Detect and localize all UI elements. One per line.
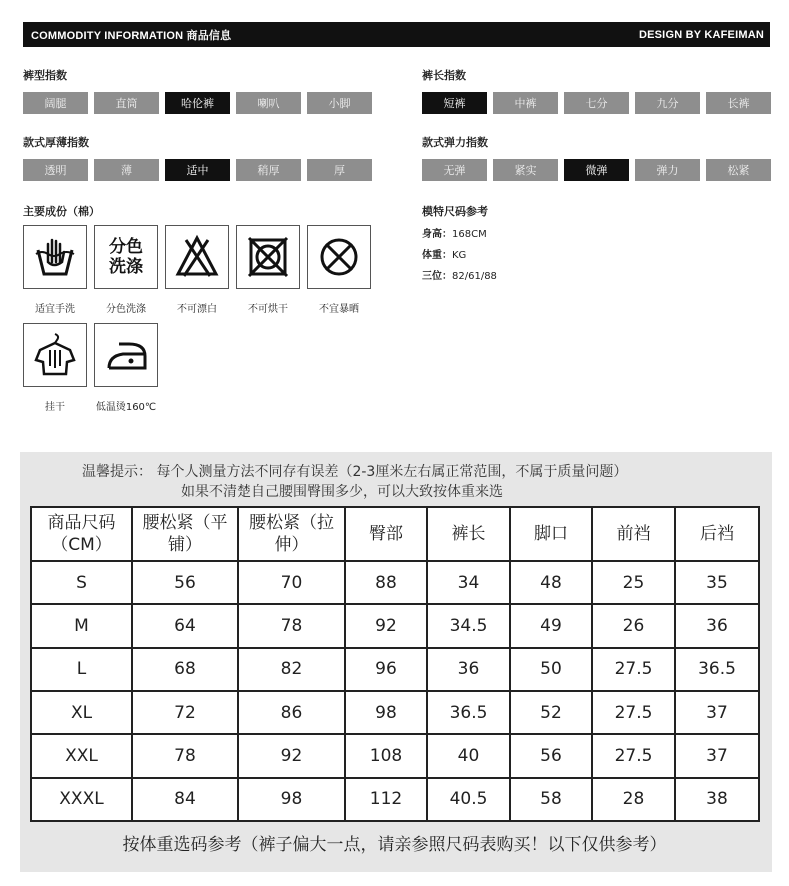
low-iron-icon bbox=[94, 323, 158, 387]
table-cell: 88 bbox=[345, 561, 427, 604]
size-table-header-7: 后裆 bbox=[675, 507, 759, 561]
option-fit-index-0: 阔腿 bbox=[23, 92, 88, 114]
option-thickness-index-2: 适中 bbox=[165, 159, 230, 181]
table-cell: S bbox=[31, 561, 132, 604]
table-cell: 82 bbox=[238, 648, 345, 691]
option-fit-index-4: 小脚 bbox=[307, 92, 372, 114]
option-stretch-index-4: 松紧 bbox=[706, 159, 771, 181]
option-stretch-index-3: 弹力 bbox=[635, 159, 700, 181]
option-fit-index-2: 哈伦裤 bbox=[165, 92, 230, 114]
option-length-index-4: 长裤 bbox=[706, 92, 771, 114]
table-cell: 37 bbox=[675, 734, 759, 777]
no-bleach-label: 不可漂白 bbox=[177, 304, 217, 315]
option-stretch-index-2: 微弹 bbox=[564, 159, 629, 181]
table-cell: 50 bbox=[510, 648, 592, 691]
table-cell: 36 bbox=[675, 604, 759, 647]
stretch-index-title: 款式弹力指数 bbox=[422, 136, 488, 149]
model-title: 模特尺码参考 bbox=[422, 205, 488, 218]
table-cell: 56 bbox=[132, 561, 238, 604]
table-cell: 38 bbox=[675, 778, 759, 821]
size-table-header-4: 裤长 bbox=[427, 507, 510, 561]
table-cell: 78 bbox=[132, 734, 238, 777]
table-cell: 28 bbox=[592, 778, 675, 821]
hand-wash-label: 适宜手洗 bbox=[35, 304, 75, 315]
table-cell: 86 bbox=[238, 691, 345, 734]
fit-index-options bbox=[23, 92, 372, 114]
table-row bbox=[31, 604, 759, 647]
header-title: COMMODITY INFORMATION 商品信息 bbox=[31, 29, 232, 42]
table-cell: 92 bbox=[345, 604, 427, 647]
table-cell: 92 bbox=[238, 734, 345, 777]
table-row bbox=[31, 691, 759, 734]
hand-wash-icon bbox=[23, 225, 87, 289]
table-cell: 108 bbox=[345, 734, 427, 777]
option-thickness-index-3: 稍厚 bbox=[236, 159, 301, 181]
tip-line-2: 如果不清楚自己腰围臀围多少，可以大致按体重来选 bbox=[181, 484, 503, 500]
table-cell: 27.5 bbox=[592, 648, 675, 691]
option-length-index-0: 短裤 bbox=[422, 92, 487, 114]
model-height: 身高：168CM bbox=[422, 229, 487, 240]
size-table-header-0: 商品尺码（CM） bbox=[31, 507, 132, 561]
table-cell: XXXL bbox=[31, 778, 132, 821]
no-tumble-dry-icon bbox=[236, 225, 300, 289]
no-tumble-dry-label: 不可烘干 bbox=[248, 304, 288, 315]
fit-index-title: 裤型指数 bbox=[23, 69, 67, 82]
table-row bbox=[31, 734, 759, 777]
table-row bbox=[31, 778, 759, 821]
composition-title: 主要成份（棉） bbox=[23, 205, 100, 218]
table-cell: 49 bbox=[510, 604, 592, 647]
option-thickness-index-1: 薄 bbox=[94, 159, 159, 181]
table-cell: 48 bbox=[510, 561, 592, 604]
table-row bbox=[31, 648, 759, 691]
table-cell: 56 bbox=[510, 734, 592, 777]
table-cell: 36.5 bbox=[675, 648, 759, 691]
table-cell: 98 bbox=[238, 778, 345, 821]
separate-wash-icon: 分色 洗涤 bbox=[94, 225, 158, 289]
table-row bbox=[31, 561, 759, 604]
option-length-index-3: 九分 bbox=[635, 92, 700, 114]
table-cell: 64 bbox=[132, 604, 238, 647]
care-icons-row-2 bbox=[23, 323, 158, 387]
table-cell: XXL bbox=[31, 734, 132, 777]
table-cell: 26 bbox=[592, 604, 675, 647]
hang-dry-label: 挂干 bbox=[45, 402, 65, 413]
tip-line-1: 温馨提示： 每个人测量方法不同存有误差（2-3厘米左右属正常范围，不属于质量问题） bbox=[82, 464, 628, 480]
table-cell: 68 bbox=[132, 648, 238, 691]
model-measurements: 三位：82/61/88 bbox=[422, 271, 497, 282]
size-table-header-6: 前裆 bbox=[592, 507, 675, 561]
option-thickness-index-4: 厚 bbox=[307, 159, 372, 181]
length-index-title: 裤长指数 bbox=[422, 69, 466, 82]
model-weight: 体重：KG bbox=[422, 250, 467, 261]
table-cell: 40.5 bbox=[427, 778, 510, 821]
table-cell: XL bbox=[31, 691, 132, 734]
no-sun-dry-label: 不宜暴晒 bbox=[319, 304, 359, 315]
header-brand: DESIGN BY KAFEIMAN bbox=[638, 28, 764, 41]
table-cell: 98 bbox=[345, 691, 427, 734]
option-stretch-index-0: 无弹 bbox=[422, 159, 487, 181]
table-cell: 36 bbox=[427, 648, 510, 691]
table-cell: 34 bbox=[427, 561, 510, 604]
size-table-header-1: 腰松紧（平铺） bbox=[132, 507, 238, 561]
table-cell: 27.5 bbox=[592, 691, 675, 734]
table-cell: L bbox=[31, 648, 132, 691]
no-bleach-icon bbox=[165, 225, 229, 289]
stretch-index-options bbox=[422, 159, 771, 181]
option-fit-index-3: 喇叭 bbox=[236, 92, 301, 114]
no-sun-dry-icon bbox=[307, 225, 371, 289]
size-table bbox=[30, 506, 760, 822]
length-index-options bbox=[422, 92, 771, 114]
table-cell: 78 bbox=[238, 604, 345, 647]
size-table-header-3: 臀部 bbox=[345, 507, 427, 561]
thickness-index-options bbox=[23, 159, 372, 181]
hang-dry-icon bbox=[23, 323, 87, 387]
care-icons-row-1 bbox=[23, 225, 371, 289]
footer-note: 按体重选码参考（裤子偏大一点，请亲参照尺码表购买！以下仅供参考） bbox=[122, 835, 667, 855]
table-cell: 52 bbox=[510, 691, 592, 734]
table-cell: 35 bbox=[675, 561, 759, 604]
table-cell: 96 bbox=[345, 648, 427, 691]
table-cell: 37 bbox=[675, 691, 759, 734]
table-cell: 58 bbox=[510, 778, 592, 821]
table-cell: 36.5 bbox=[427, 691, 510, 734]
table-cell: M bbox=[31, 604, 132, 647]
thickness-index-title: 款式厚薄指数 bbox=[23, 136, 89, 149]
info-header-bar bbox=[23, 22, 770, 47]
low-iron-label: 低温烫160℃ bbox=[95, 402, 157, 413]
option-length-index-2: 七分 bbox=[564, 92, 629, 114]
size-table-header-2: 腰松紧（拉伸） bbox=[238, 507, 345, 561]
option-stretch-index-1: 紧实 bbox=[493, 159, 558, 181]
table-cell: 84 bbox=[132, 778, 238, 821]
table-cell: 25 bbox=[592, 561, 675, 604]
table-cell: 72 bbox=[132, 691, 238, 734]
separate-wash-label: 分色洗涤 bbox=[106, 304, 146, 315]
table-cell: 40 bbox=[427, 734, 510, 777]
table-cell: 112 bbox=[345, 778, 427, 821]
table-cell: 34.5 bbox=[427, 604, 510, 647]
table-cell: 70 bbox=[238, 561, 345, 604]
table-cell: 27.5 bbox=[592, 734, 675, 777]
option-thickness-index-0: 透明 bbox=[23, 159, 88, 181]
option-length-index-1: 中裤 bbox=[493, 92, 558, 114]
size-table-header-5: 脚口 bbox=[510, 507, 592, 561]
option-fit-index-1: 直筒 bbox=[94, 92, 159, 114]
